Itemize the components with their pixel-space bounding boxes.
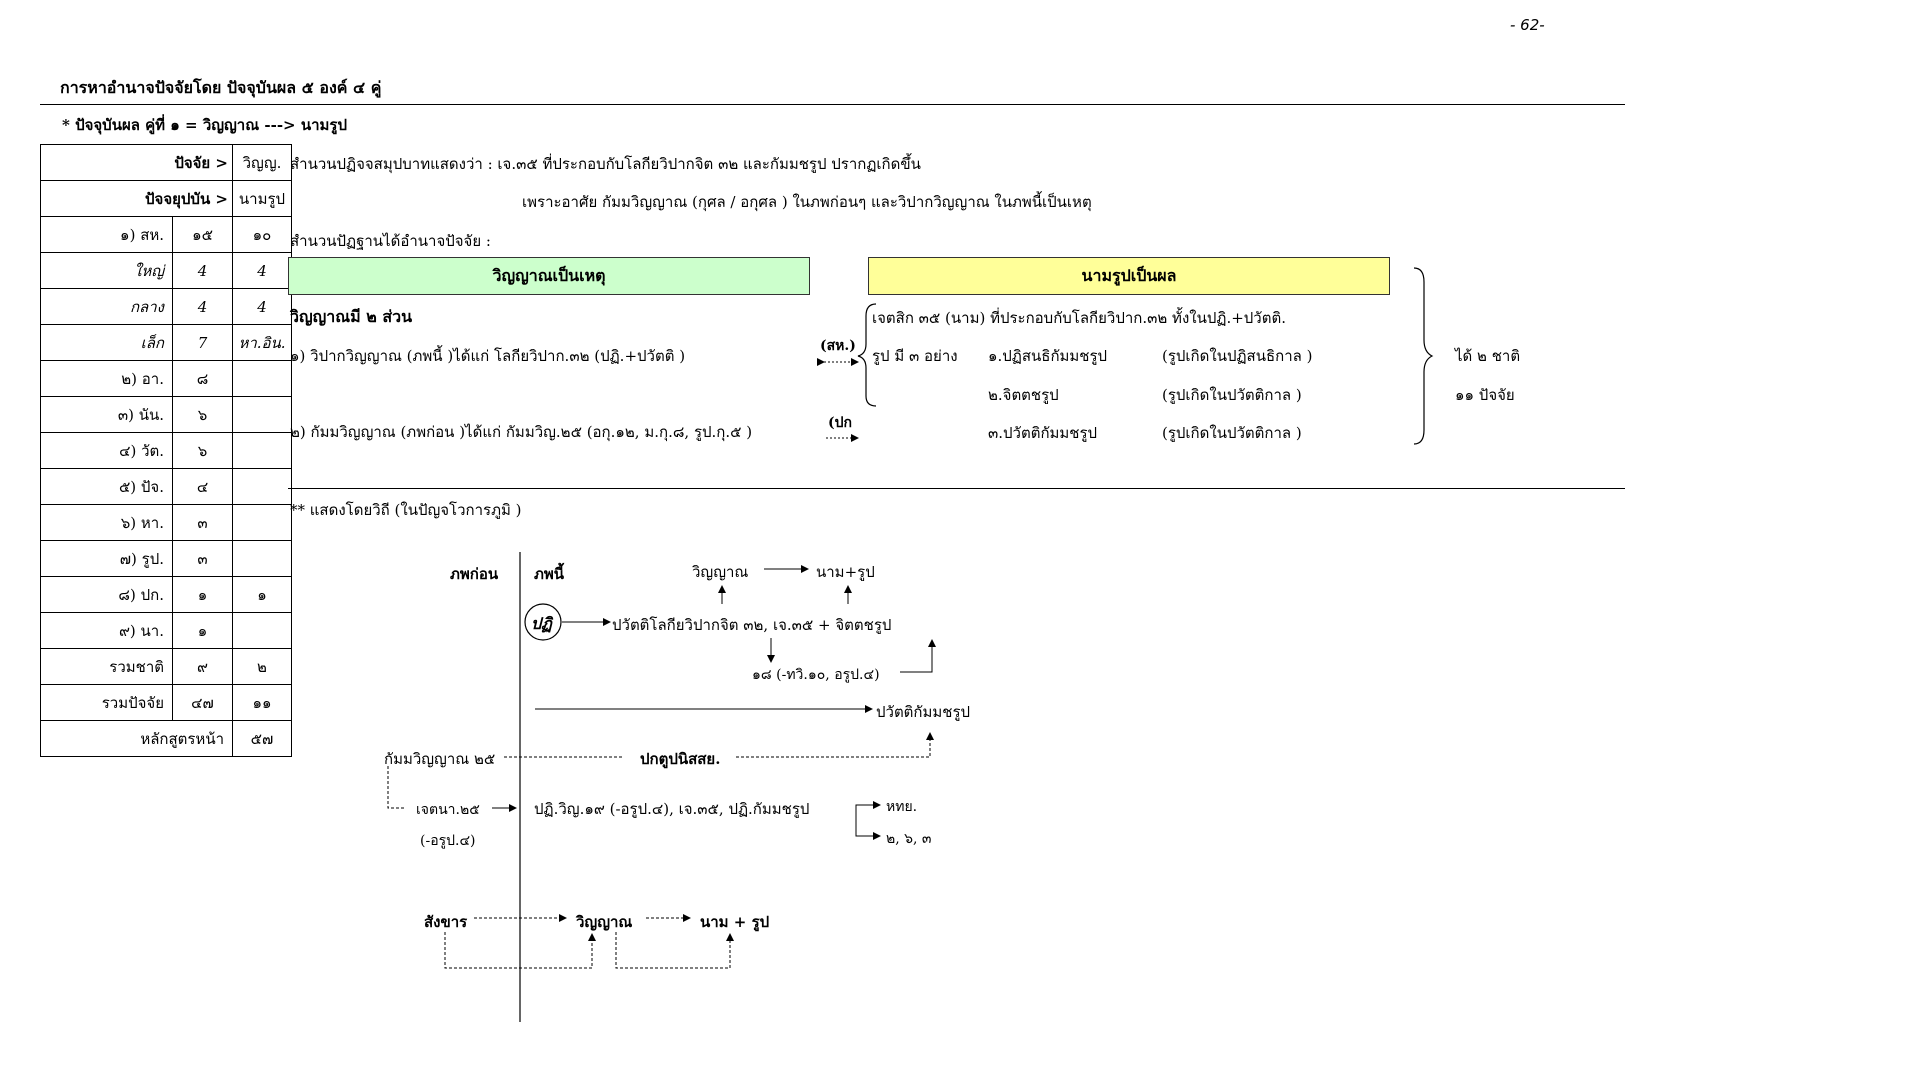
hadaya-label: หทย. xyxy=(886,799,918,815)
branch-hadaya xyxy=(856,805,880,836)
table-row-label: ๗) รูป. xyxy=(41,541,173,577)
table-row-count: ๘ xyxy=(173,361,233,397)
cause-item-2: ๒) กัมมวิญญาณ (ภพก่อน )ได้แก่ กัมมวิญ.๒๕ (อกุ.๑๒, ม.กุ.๘, รูป.กุ.๕ ) xyxy=(290,423,753,441)
rupa-item-3: ๓.ปวัตติกัมมชรูป xyxy=(988,424,1098,442)
table-row-count: ๔๗ xyxy=(173,685,233,721)
table-row-label: รวมชาติ xyxy=(41,649,173,685)
eleven-factors-label: ๑๑ ปัจจัย xyxy=(1455,386,1515,404)
section-subheading: * ปัจจุบันผล คู่ที่ ๑ = วิญญาณ ---> นามรูป xyxy=(62,116,347,134)
loop-right xyxy=(616,932,730,968)
prev-life-label: ภพก่อน xyxy=(450,565,499,583)
text-line-3: สำนวนปัฏฐานได้อำนาจปัจจัย : xyxy=(290,232,491,250)
rupa-item-1-note: (รูปเกิดในปฏิสนธิกาล ) xyxy=(1162,347,1313,365)
cetana-label: เจตนา.๒๕ xyxy=(416,802,480,818)
table-row-label: เล็ก xyxy=(41,325,173,361)
cetasika-line: เจตสิก ๓๕ (นาม) ที่ประกอบกับโลกียวิปาก.๓๒ ทั้งในปฏิ.+ปวัตติ. xyxy=(872,309,1286,327)
table-row-label: ๕) ปัจ. xyxy=(41,469,173,505)
table-row-effect: หา.อิน. xyxy=(233,325,292,361)
vinnana-label-2: วิญญาณ xyxy=(576,913,633,931)
pati-vinnana-line: ปฏิ.วิญ.๑๙ (-อรูป.๔), เจ.๓๕, ปฏิ.กัมมชรูป xyxy=(534,800,810,818)
table-row-count: ๓ xyxy=(173,541,233,577)
minus-arupa-label: (-อรูป.๔) xyxy=(420,833,476,849)
table-row-count: ๖ xyxy=(173,397,233,433)
pati-label: ปฏิ xyxy=(531,614,552,633)
table-row-label: กลาง xyxy=(41,289,173,325)
table-row-effect: 4 xyxy=(233,253,292,289)
page-number: - 62- xyxy=(1510,16,1545,34)
table-row-label: รวมปัจจัย xyxy=(41,685,173,721)
effect-box: นามรูปเป็นผล xyxy=(868,257,1390,295)
table-row-count: 4 xyxy=(173,253,233,289)
table-row-count: ๙ xyxy=(173,649,233,685)
text-line-1: สำนวนปฏิจจสมุปบาทแสดงว่า : เจ.๓๕ ที่ประกอบกับโลกียวิปากจิต ๓๒ และกัมมชรูป ปรากฏเกิดขึ้น xyxy=(290,155,921,173)
table-row-label: ๖) หา. xyxy=(41,505,173,541)
table-row-count: ๔ xyxy=(173,469,233,505)
diagram-namarupa: นาม+รูป xyxy=(816,563,875,581)
pakatupanissaya-label: ปกตูปนิสสย. xyxy=(640,750,721,768)
table-row-effect: ๑๑ xyxy=(233,685,292,721)
two-births-label: ได้ ๒ ชาติ xyxy=(1455,347,1521,365)
paka-label: (ปก xyxy=(828,415,852,431)
loop-left xyxy=(445,932,592,968)
pavatti-line: ปวัตติโลกียวิปากจิต ๓๒, เจ.๓๕ + จิตตชรูป xyxy=(612,616,892,634)
rupa-item-3-note: (รูปเกิดในปวัตติกาล ) xyxy=(1162,424,1302,442)
table-row-label: ๓) นัน. xyxy=(41,397,173,433)
consciousness-two-parts: วิญญาณมี ๒ ส่วน xyxy=(290,307,412,326)
table-header-effect-value: นามรูป xyxy=(233,181,292,217)
table-row-count: ๖ xyxy=(173,433,233,469)
branch-263 xyxy=(856,805,880,836)
rupa-item-2: ๒.จิตตชรูป xyxy=(988,386,1059,404)
cause-box: วิญญาณเป็นเหตุ xyxy=(288,257,810,295)
table-row-count: 4 xyxy=(173,289,233,325)
table-row-count: ๑๕ xyxy=(173,217,233,253)
table-footer-value: ๕๗ xyxy=(233,721,292,757)
table-row-effect: ๑ xyxy=(233,577,292,613)
text-line-2: เพราะอาศัย กัมมวิญญาณ (กุศล / อกุศล ) ในภพก่อนๆ และวิปากวิญญาณ ในภพนี้เป็นเหตุ xyxy=(522,193,1092,211)
table-header-cause-label: ปัจจัย > xyxy=(41,145,233,181)
table-header-cause-value: วิญญ. xyxy=(233,145,292,181)
table-row-effect: 4 xyxy=(233,289,292,325)
namarupa-label-2: นาม + รูป xyxy=(700,913,770,931)
table-row-effect: ๑๐ xyxy=(233,217,292,253)
kamma-vinnana-label: กัมมวิญญาณ ๒๕ xyxy=(384,750,496,768)
rupa-item-2-note: (รูปเกิดในปวัตติกาล ) xyxy=(1162,386,1302,404)
two-six-three-label: ๒, ๖, ๓ xyxy=(886,831,932,847)
sankhara-label: สังขาร xyxy=(424,913,468,931)
kamma-to-cetana xyxy=(388,766,404,808)
saha-label: (สห.) xyxy=(820,338,856,354)
diagram-vinnana: วิญญาณ xyxy=(692,563,749,581)
this-life-label: ภพนี้ xyxy=(534,565,565,583)
table-header-effect-label: ปัจจยุปบัน > xyxy=(41,181,233,217)
table-row-effect: ๒ xyxy=(233,649,292,685)
table-row-label: ๒) อา. xyxy=(41,361,173,397)
table-row-label: ๑) สห. xyxy=(41,217,173,253)
upanissaya-dotted-right xyxy=(736,733,930,757)
table-row-count: 7 xyxy=(173,325,233,361)
table-row-count: ๑ xyxy=(173,577,233,613)
table-row-count: ๑ xyxy=(173,613,233,649)
shown-by-label: ** แสดงโดยวิถี (ในปัญจโวการภูมิ ) xyxy=(290,501,522,519)
arrow-eighteen-cittaja xyxy=(900,640,932,672)
rupa-item-1: ๑.ปฏิสนธิกัมมชรูป xyxy=(988,347,1108,365)
table-row-label: ใหญ่ xyxy=(41,253,173,289)
rupa-three-label: รูป มี ๓ อย่าง xyxy=(872,347,958,365)
page-title: การหาอำนาจปัจจัยโดย ปัจจุบันผล ๕ องค์ ๔ คู่ xyxy=(60,78,382,97)
table-row-count: ๓ xyxy=(173,505,233,541)
pavatti-kammaja-label: ปวัตติกัมมชรูป xyxy=(876,703,971,721)
table-footer-label: หลักสูตรหน้า xyxy=(41,721,233,757)
eighteen-label: ๑๘ (-ทวิ.๑๐, อรูป.๔) xyxy=(752,667,880,683)
table-row-label: ๘) ปก. xyxy=(41,577,173,613)
table-row-label: ๔) วัต. xyxy=(41,433,173,469)
cause-item-1: ๑) วิปากวิญญาณ (ภพนี้ )ได้แก่ โลกียวิปาก.๓๒ (ปฏิ.+ปวัตติ ) xyxy=(290,347,686,365)
table-row-label: ๙) นา. xyxy=(41,613,173,649)
